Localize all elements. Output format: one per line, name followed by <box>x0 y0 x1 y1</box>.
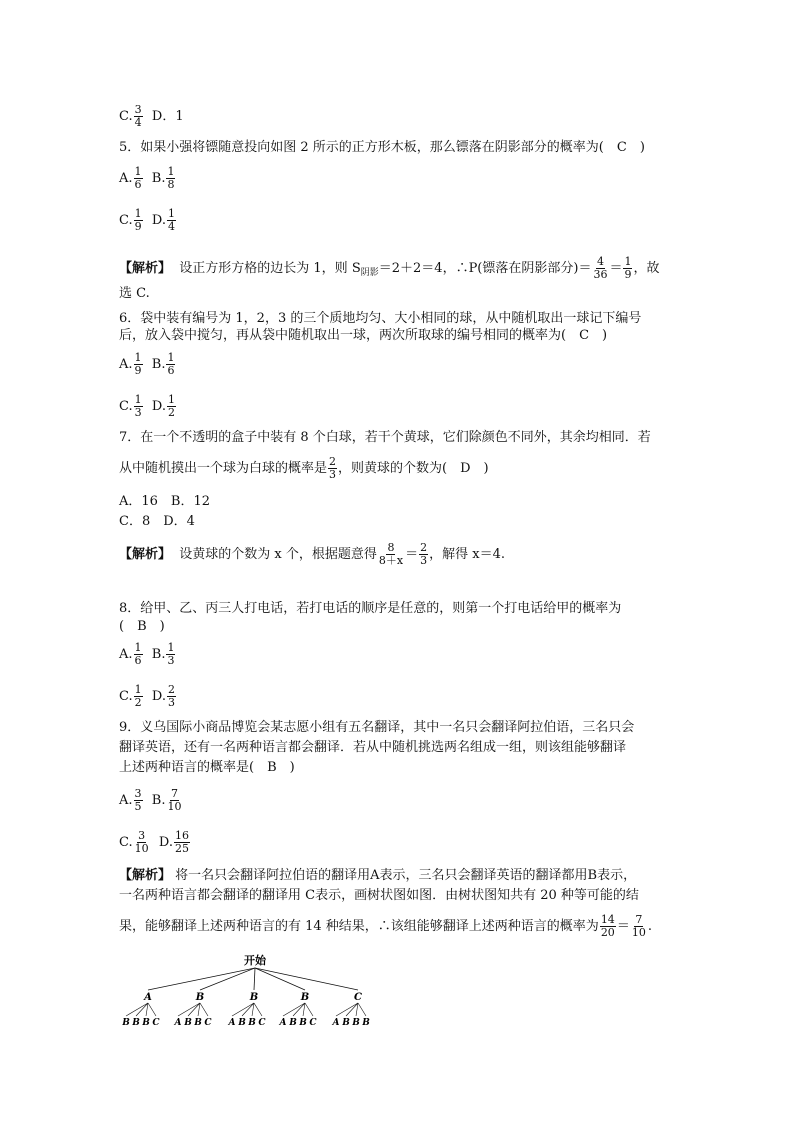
q5-options-ab: A. $\frac{1}{6}$ B. $\frac{1}{8}$ <box>119 165 175 191</box>
tree-edge <box>255 968 305 990</box>
q9-solution-line3: 果，能够翻译上述两种语言的有 14 种结果，∴该组能够翻译上述两种语言的概率为 $\frac{14}{20}$ ＝ $\frac{7}{10}$ . <box>119 913 652 939</box>
q4-options-cd: C. $\frac{3}{4}$ D．1 <box>119 103 184 129</box>
q6-line2: 后，放入袋中搅匀，再从袋中随机取出一球，两次所取球的编号相同的概率为( C ) <box>119 328 608 343</box>
tree-leaf: B <box>142 1018 150 1028</box>
tree-edge <box>358 1003 366 1016</box>
q6-options-ab: A. $\frac{1}{9}$ B. $\frac{1}{6}$ <box>119 351 175 377</box>
q5-options-cd: C. $\frac{1}{9}$ D. $\frac{1}{4}$ <box>119 207 175 233</box>
q9-options-ab: A. $\frac{3}{5}$ B. $\frac{7}{10}$ <box>119 787 182 813</box>
tree-edge <box>232 1003 254 1016</box>
q9-solution-line2: 一名两种语言都会翻译的翻译用 C表示，画树状图如图．由树状图知共有 20 种等可能的结 <box>119 888 639 903</box>
q5-solution: 【解析】 设正方形方格的边长为 1，则 $S_{阴影}=2+2=4$，∴P(镖落在阴影部分)＝ $\frac{4}{36}$ ＝ $\frac{1}{9}$ ，故 <box>119 255 660 281</box>
tree-edge <box>254 968 255 990</box>
q7-line1: 7．在一个不透明的盒子中装有 8 个白球，若干个黄球，它们除颜色不同外，其余均相同．若 <box>119 430 651 445</box>
tree-edge <box>254 1003 262 1016</box>
q9-options-cd: C. $\frac{3}{10}$ D. $\frac{16}{25}$ <box>119 829 189 855</box>
tree-edge <box>148 1003 156 1016</box>
q6-line1: 6．袋中装有编号为 1，2，3 的三个质地均匀、大小相同的球，从中随机取出一球记下编号 <box>119 311 642 326</box>
tree-node: B <box>195 992 205 1003</box>
tree-leaf: B <box>342 1018 350 1028</box>
tree-leaf: B <box>362 1018 370 1028</box>
q9-solution-line1: 【解析】 将一名只会翻译阿拉伯语的翻译用A表示，三名只会翻译英语的翻译都用B表示， <box>119 868 637 883</box>
tree-leaf: B <box>238 1018 246 1028</box>
tree-leaf: B <box>289 1018 297 1028</box>
tree-leaf: B <box>132 1018 140 1028</box>
tree-leaf: A <box>332 1018 340 1028</box>
tree-edge <box>178 1003 200 1016</box>
q9-line3: 上述两种语言的概率是( B ) <box>119 760 295 775</box>
tree-leaf: B <box>299 1018 307 1028</box>
tree-node: B <box>249 992 259 1003</box>
q8-line2: ( B ) <box>119 619 165 634</box>
tree-leaf: A <box>228 1018 236 1028</box>
tree-leaf: B <box>194 1018 202 1028</box>
tree-edge <box>255 968 358 990</box>
tree-edge <box>200 1003 208 1016</box>
tree-leaf: A <box>279 1018 287 1028</box>
tree-edge <box>126 1003 148 1016</box>
tree-node: C <box>354 992 362 1003</box>
tree-edge <box>200 968 255 990</box>
q8-options-ab: A. $\frac{1}{6}$ B. $\frac{1}{3}$ <box>119 641 175 667</box>
tree-root: 开始 <box>244 954 266 967</box>
q7-solution: 【解析】 设黄球的个数为 x 个，根据题意得 $\frac{8}{8+x}$ ＝ $\frac{2}{3}$ ，解得 x＝4. <box>119 541 505 567</box>
tree-edge <box>305 1003 313 1016</box>
q5-stem: 5．如果小强将镖随意投向如图 2 所示的正方形木板，那么镖落在阴影部分的概率为( C ) <box>119 140 645 155</box>
q7-options-ab: A．16 B．12 <box>119 494 211 509</box>
tree-node: A <box>144 992 152 1003</box>
tree-node: B <box>300 992 310 1003</box>
tree-leaf: C <box>258 1018 266 1028</box>
tree-edge <box>336 1003 358 1016</box>
tree-leaf: B <box>248 1018 256 1028</box>
q9-line2: 翻译英语，还有一名两种语言都会翻译．若从中随机挑选两名组成一组，则该组能够翻译 <box>119 740 627 755</box>
q7-line2: 从中随机摸出一个球为白球的概率是 $\frac{2}{3}$ ，则黄球的个数为( D ) <box>119 455 489 481</box>
q5-solution-line2: 选 C. <box>119 286 150 301</box>
tree-edge <box>283 1003 305 1016</box>
q4-optc-frac: $\frac{3}{4}$ <box>134 103 142 129</box>
q6-options-cd: C. $\frac{1}{3}$ D. $\frac{1}{2}$ <box>119 393 175 419</box>
tree-leaf: C <box>152 1018 160 1028</box>
tree-leaf: B <box>352 1018 360 1028</box>
q9-line1: 9．义乌国际小商品博览会某志愿小组有五名翻译，其中一名只会翻译阿拉伯语，三名只会 <box>119 720 635 735</box>
tree-leaf: C <box>204 1018 212 1028</box>
tree-diagram <box>115 950 395 1030</box>
q8-line1: 8．给甲、乙、丙三人打电话，若打电话的顺序是任意的，则第一个打电话给甲的概率为 <box>119 601 622 616</box>
tree-leaf: A <box>174 1018 182 1028</box>
tree-leaf: C <box>309 1018 317 1028</box>
tree-leaf: B <box>122 1018 130 1028</box>
q8-options-cd: C. $\frac{1}{2}$ D. $\frac{2}{3}$ <box>119 683 175 709</box>
tree-edge <box>148 968 255 990</box>
tree-leaf: B <box>184 1018 192 1028</box>
q7-options-cd: C．8 D．4 <box>119 514 195 529</box>
